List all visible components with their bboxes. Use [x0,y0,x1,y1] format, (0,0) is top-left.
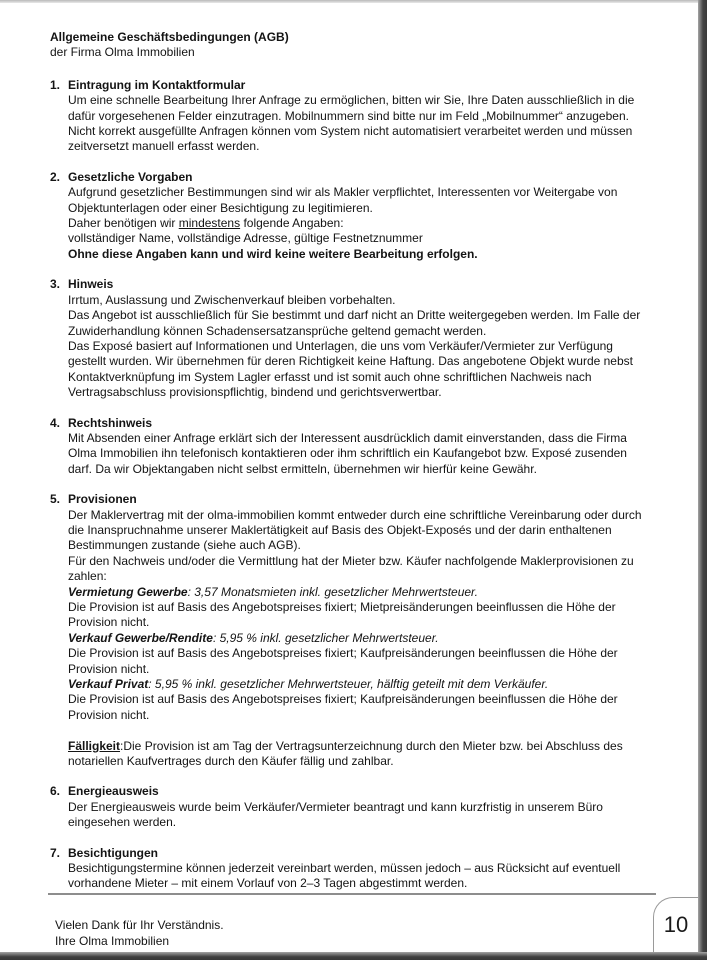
text-run: Irrtum, Auslassung und Zwischenverkauf bleiben vorbehalten. [68,292,396,307]
footer-line-signature: Ihre Olma Immobilien [55,934,170,948]
section-title: Besichtigungen [68,845,159,860]
section [50,784,654,830]
footer [55,917,224,949]
section [50,416,654,478]
section-title: Provisionen [68,492,137,507]
document-body [50,30,654,892]
section-number: 3. [50,277,61,292]
section-heading [50,78,654,93]
scan-edge-right [698,0,707,960]
page-number-tab [653,897,698,952]
section [50,492,654,769]
section-title: Gesetzliche Vorgaben [68,169,193,184]
paragraph [68,646,654,677]
paragraph [68,308,654,339]
text-run: Die Provision ist auf Basis des Angebotspreises fixiert; Mietpreisänderungen beeinflussen die Höhe der Provision nicht. [68,600,616,630]
paragraph [68,247,654,262]
text-run: : 5,95 % inkl. gesetzlicher Mehrwertsteuer. [212,630,439,645]
text-run: Für den Nachweis und/oder die Vermittlung hat der Mieter bzw. Käufer nachfolgende Maklerprovisionen zu zahlen: [68,553,634,584]
paragraph [68,631,654,646]
paragraph [68,508,654,554]
paragraph [68,585,654,600]
section-number: 2. [50,169,61,184]
scan-edge-top [0,0,707,3]
text-run: Das Angebot ist ausschließlich für Sie bestimmt und darf nicht an Dritte weitergegeben werden. Im Falle der Zuwiderhandlung können Schadensersatzansprüche geltend gemacht werden. [68,308,641,338]
paragraph [68,231,654,246]
section-heading [50,277,654,292]
section-title: Rechtshinweis [68,415,153,430]
paragraph [68,692,654,723]
sections-container [50,78,654,892]
section-number: 7. [50,845,61,860]
paragraph [68,861,654,892]
text-run: Vermietung Gewerbe [68,584,188,599]
section-number: 6. [50,784,61,799]
text-run: mindestens [178,216,241,231]
text-run: Mit Absenden einer Anfrage erklärt sich der Interessent ausdrücklich damit einverstanden, dass die Firma Olma Immobilien ihn telefonisch kontaktieren oder ihm schriftlich ein Kaufangebot bzw. Exposé zusenden darf. Da wir Objektangaben nicht selbst ermitteln, übernehmen wir hierfür keine Gewähr. [68,430,627,476]
text-run: Besichtigungstermine können jederzeit vereinbart werden, müssen jedoch – aus Rücksicht auf eventuell vorhandene Mieter – mit einem Vorlauf von 2–3 Tagen abgestimmt werden. [68,861,621,891]
text-run: : 3,57 Monatsmieten inkl. gesetzlicher Mehrwertsteuer. [187,584,478,599]
text-run: :Die Provision ist am Tag der Vertragsunterzeichnung durch den Mieter bzw. bei Abschluss des notariellen Kaufvertrages durch den Käufer fällig und zahlbar. [68,738,623,769]
page-title: Allgemeine Geschäftsbedingungen (AGB) [50,30,289,44]
section-heading [50,784,654,799]
text-run: Aufgrund gesetzlicher Bestimmungen sind wir als Makler verpflichtet, Interessenten vor Weitergabe von Objektunterlagen oder einer Besichtigung zu legitimieren. [68,185,618,215]
section-heading [50,170,654,185]
paragraph [68,339,654,401]
text-run: Verkauf Gewerbe/Rendite [68,630,213,645]
section-title: Eintragung im Kontaktformular [68,77,246,92]
section-heading [50,846,654,861]
footer-divider [48,893,656,895]
paragraph [68,800,654,831]
paragraph [68,93,654,155]
page-subtitle: der Firma Olma Immobilien [50,45,195,60]
text-run: Fälligkeit [68,738,121,753]
section [50,846,654,892]
paragraph [68,431,654,477]
paragraph [68,293,654,308]
section-title: Hinweis [68,277,114,292]
footer-line-thanks: Vielen Dank für Ihr Verständnis. [55,918,224,932]
text-run: Um eine schnelle Bearbeitung Ihrer Anfrage zu ermöglichen, bitten wir Sie, Ihre Daten ausschließlich in die dafür vorgesehenen Felder einzutragen. Mobilnummern sind bitte nur im Feld „Mobilnummer“ anzugeben. Nicht korrekt ausgefüllte Anfragen können vom System nicht automatisiert verarbeitet werden und müssen zeitversetzt manuell erfasst werden. [68,93,635,154]
section-heading [50,492,654,507]
text-run: Der Maklervertrag mit der olma-immobilien kommt entweder durch eine schriftliche Vereinbarung oder durch die Inanspruchnahme unserer Maklertätigkeit auf Basis des Objekt-Exposés und der darin enthaltenen Bestimmungen zustande (siehe auch AGB). [68,507,642,553]
section-number: 4. [50,415,61,430]
paragraph [68,739,654,770]
paragraph [68,600,654,631]
text-run: Ohne diese Angaben kann und wird keine weitere Bearbeitung erfolgen. [68,246,478,261]
section-number: 5. [50,492,61,507]
scan-edge-bottom [0,952,707,960]
section-title: Energieausweis [68,784,159,799]
text-run: Der Energieausweis wurde beim Verkäufer/Vermieter beantragt und kann kurzfristig in unserem Büro eingesehen werden. [68,799,603,830]
section [50,78,654,155]
text-run: Daher benötigen wir [68,216,179,231]
section-number: 1. [50,77,61,92]
paragraph [68,216,654,231]
text-run: Die Provision ist auf Basis des Angebotspreises fixiert; Kaufpreisänderungen beeinflussen die Höhe der Provision nicht. [68,646,618,676]
section [50,170,654,262]
text-run: Das Exposé basiert auf Informationen und Unterlagen, die uns vom Verkäufer/Vermieter zur Verfügung gestellt wurden. Wir übernehmen für deren Richtigkeit keine Haftung. Das angebotene Objekt wurde nebst Kontaktverknüpfung im System Lagler erfasst und ist somit auch ohne schriftlichen Nachweis nach Vertragsabschluss provisionspflichtig, bindend und gerichtsverwertbar. [68,338,633,400]
text-run: Verkauf Privat [68,677,149,692]
text-run: : 5,95 % inkl. gesetzlicher Mehrwertsteuer, hälftig geteilt mit dem Verkäufer. [148,677,549,692]
paragraph [68,185,654,216]
paragraph [68,677,654,692]
section [50,277,654,400]
text-run: vollständiger Name, vollständige Adresse, gültige Festnetznummer [68,231,423,246]
paragraph [68,554,654,585]
section-heading [50,416,654,431]
text-run: folgende Angaben: [240,216,344,231]
text-run: Die Provision ist auf Basis des Angebotspreises fixiert; Kaufpreisänderungen beeinflussen die Höhe der Provision nicht. [68,692,618,722]
page-number: 10 [663,912,689,937]
